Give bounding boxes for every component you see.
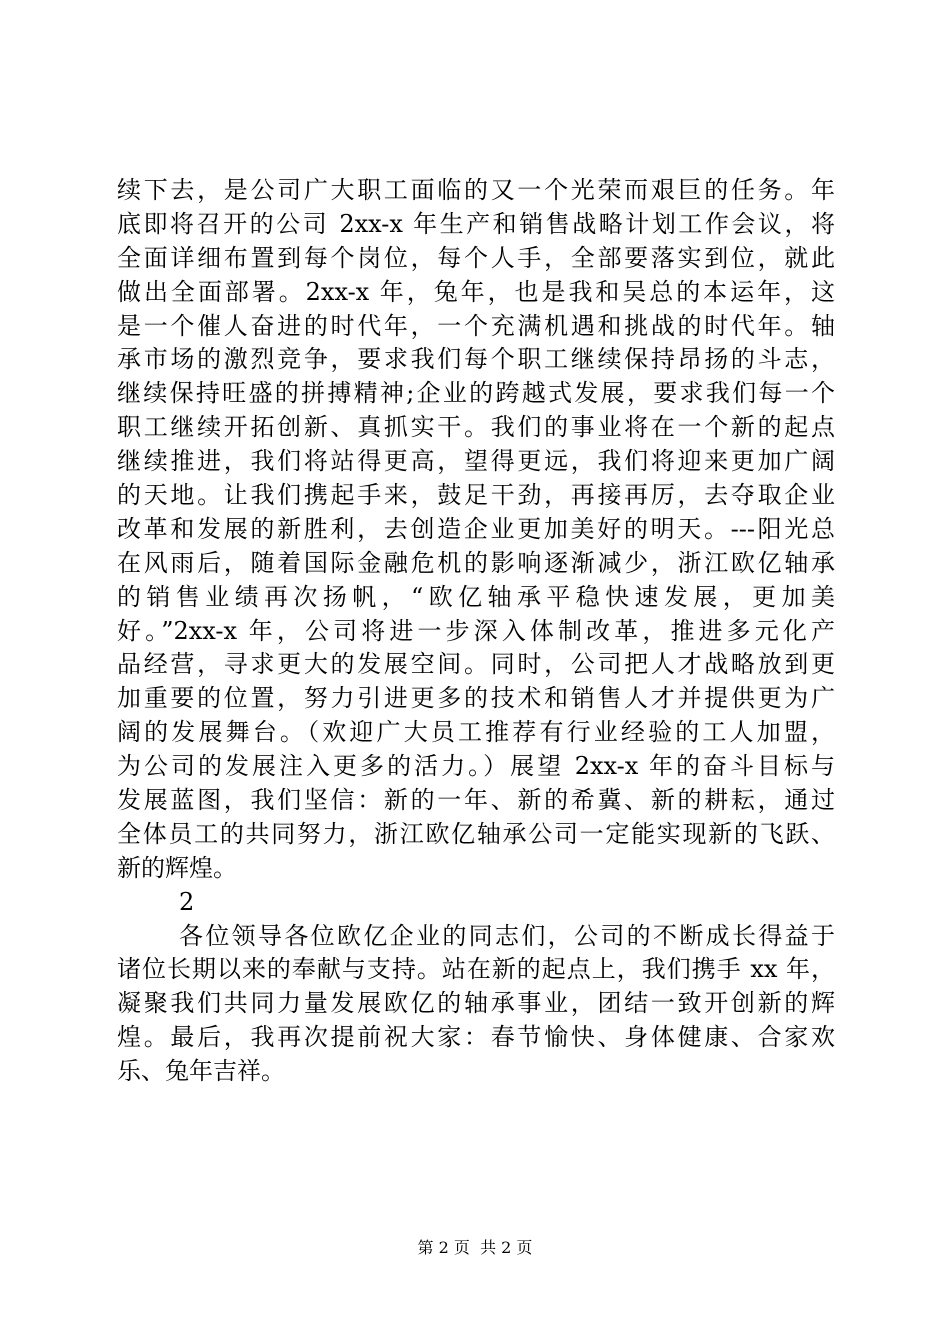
text-line: 承市场的激烈竞争，要求我们每个职工继续保持昂扬的斗志， xyxy=(117,345,835,374)
text-line: 全面详细布置到每个岗位，每个人手，全部要落实到位，就此 xyxy=(117,243,835,272)
text-line: 做出全面部署。2xx-x 年，兔年，也是我和吴总的本运年，这 xyxy=(117,277,835,306)
text-line: 诸位长期以来的奉献与支持。站在新的起点上，我们携手 xx 年， xyxy=(117,955,835,984)
text-line: 新的辉煌。 xyxy=(117,853,237,882)
text-line: 是一个催人奋进的时代年，一个充满机遇和挑战的时代年。轴 xyxy=(117,311,835,340)
document-body xyxy=(117,174,835,1089)
page-number-label: 第 2 页 共 2 页 xyxy=(417,1238,533,1257)
text-line: 发展蓝图，我们坚信：新的一年、新的希冀、新的耕耘，通过 xyxy=(117,786,835,815)
text-line: 为公司的发展注入更多的活力。）展望 2xx-x 年的奋斗目标与 xyxy=(117,752,835,781)
section-number: 2 xyxy=(179,887,195,916)
text-line: 职工继续开拓创新、真抓实干。我们的事业将在一个新的起点 xyxy=(117,413,835,442)
text-line: 续下去，是公司广大职工面临的又一个光荣而艰巨的任务。年 xyxy=(117,176,835,204)
paragraph-2 xyxy=(117,920,835,1089)
text-line: 底即将召开的公司 2xx-x 年生产和销售战略计划工作会议，将 xyxy=(117,209,835,238)
text-line: 的销售业绩再次扬帆，“欧亿轴承平稳快速发展，更加美 xyxy=(117,582,835,611)
text-line: 继续保持旺盛的拼搏精神;企业的跨越式发展，要求我们每一个 xyxy=(117,379,835,408)
text-line: 继续推进，我们将站得更高，望得更远，我们将迎来更加广阔 xyxy=(117,447,835,476)
text-line: 全体员工的共同努力，浙江欧亿轴承公司一定能实现新的飞跃、 xyxy=(117,819,835,848)
text-line: 加重要的位置，努力引进更多的技术和销售人才并提供更为广 xyxy=(117,684,835,713)
text-line: 乐、兔年吉祥。 xyxy=(117,1057,285,1086)
paragraph-1 xyxy=(117,174,835,886)
text-line: 阔的发展舞台。（欢迎广大员工推荐有行业经验的工人加盟， xyxy=(117,718,835,747)
text-line: 凝聚我们共同力量发展欧亿的轴承事业，团结一致开创新的辉 xyxy=(117,989,835,1018)
text-line: 煌。最后，我再次提前祝大家：春节愉快、身体健康、合家欢 xyxy=(117,1023,835,1052)
text-line: 品经营，寻求更大的发展空间。同时，公司把人才战略放到更 xyxy=(117,650,835,679)
page-footer xyxy=(0,1238,950,1258)
text-line: 的天地。让我们携起手来，鼓足干劲，再接再厉，去夺取企业 xyxy=(117,481,835,510)
text-line: 改革和发展的新胜利，去创造企业更加美好的明天。---阳光总 xyxy=(117,514,835,543)
text-line: 在风雨后，随着国际金融危机的影响逐渐减少，浙江欧亿轴承 xyxy=(117,548,835,577)
text-line: 各位领导各位欧亿企业的同志们，公司的不断成长得益于 xyxy=(179,921,835,950)
text-line: 好。”2xx-x 年，公司将进一步深入体制改革，推进多元化产 xyxy=(117,616,835,645)
